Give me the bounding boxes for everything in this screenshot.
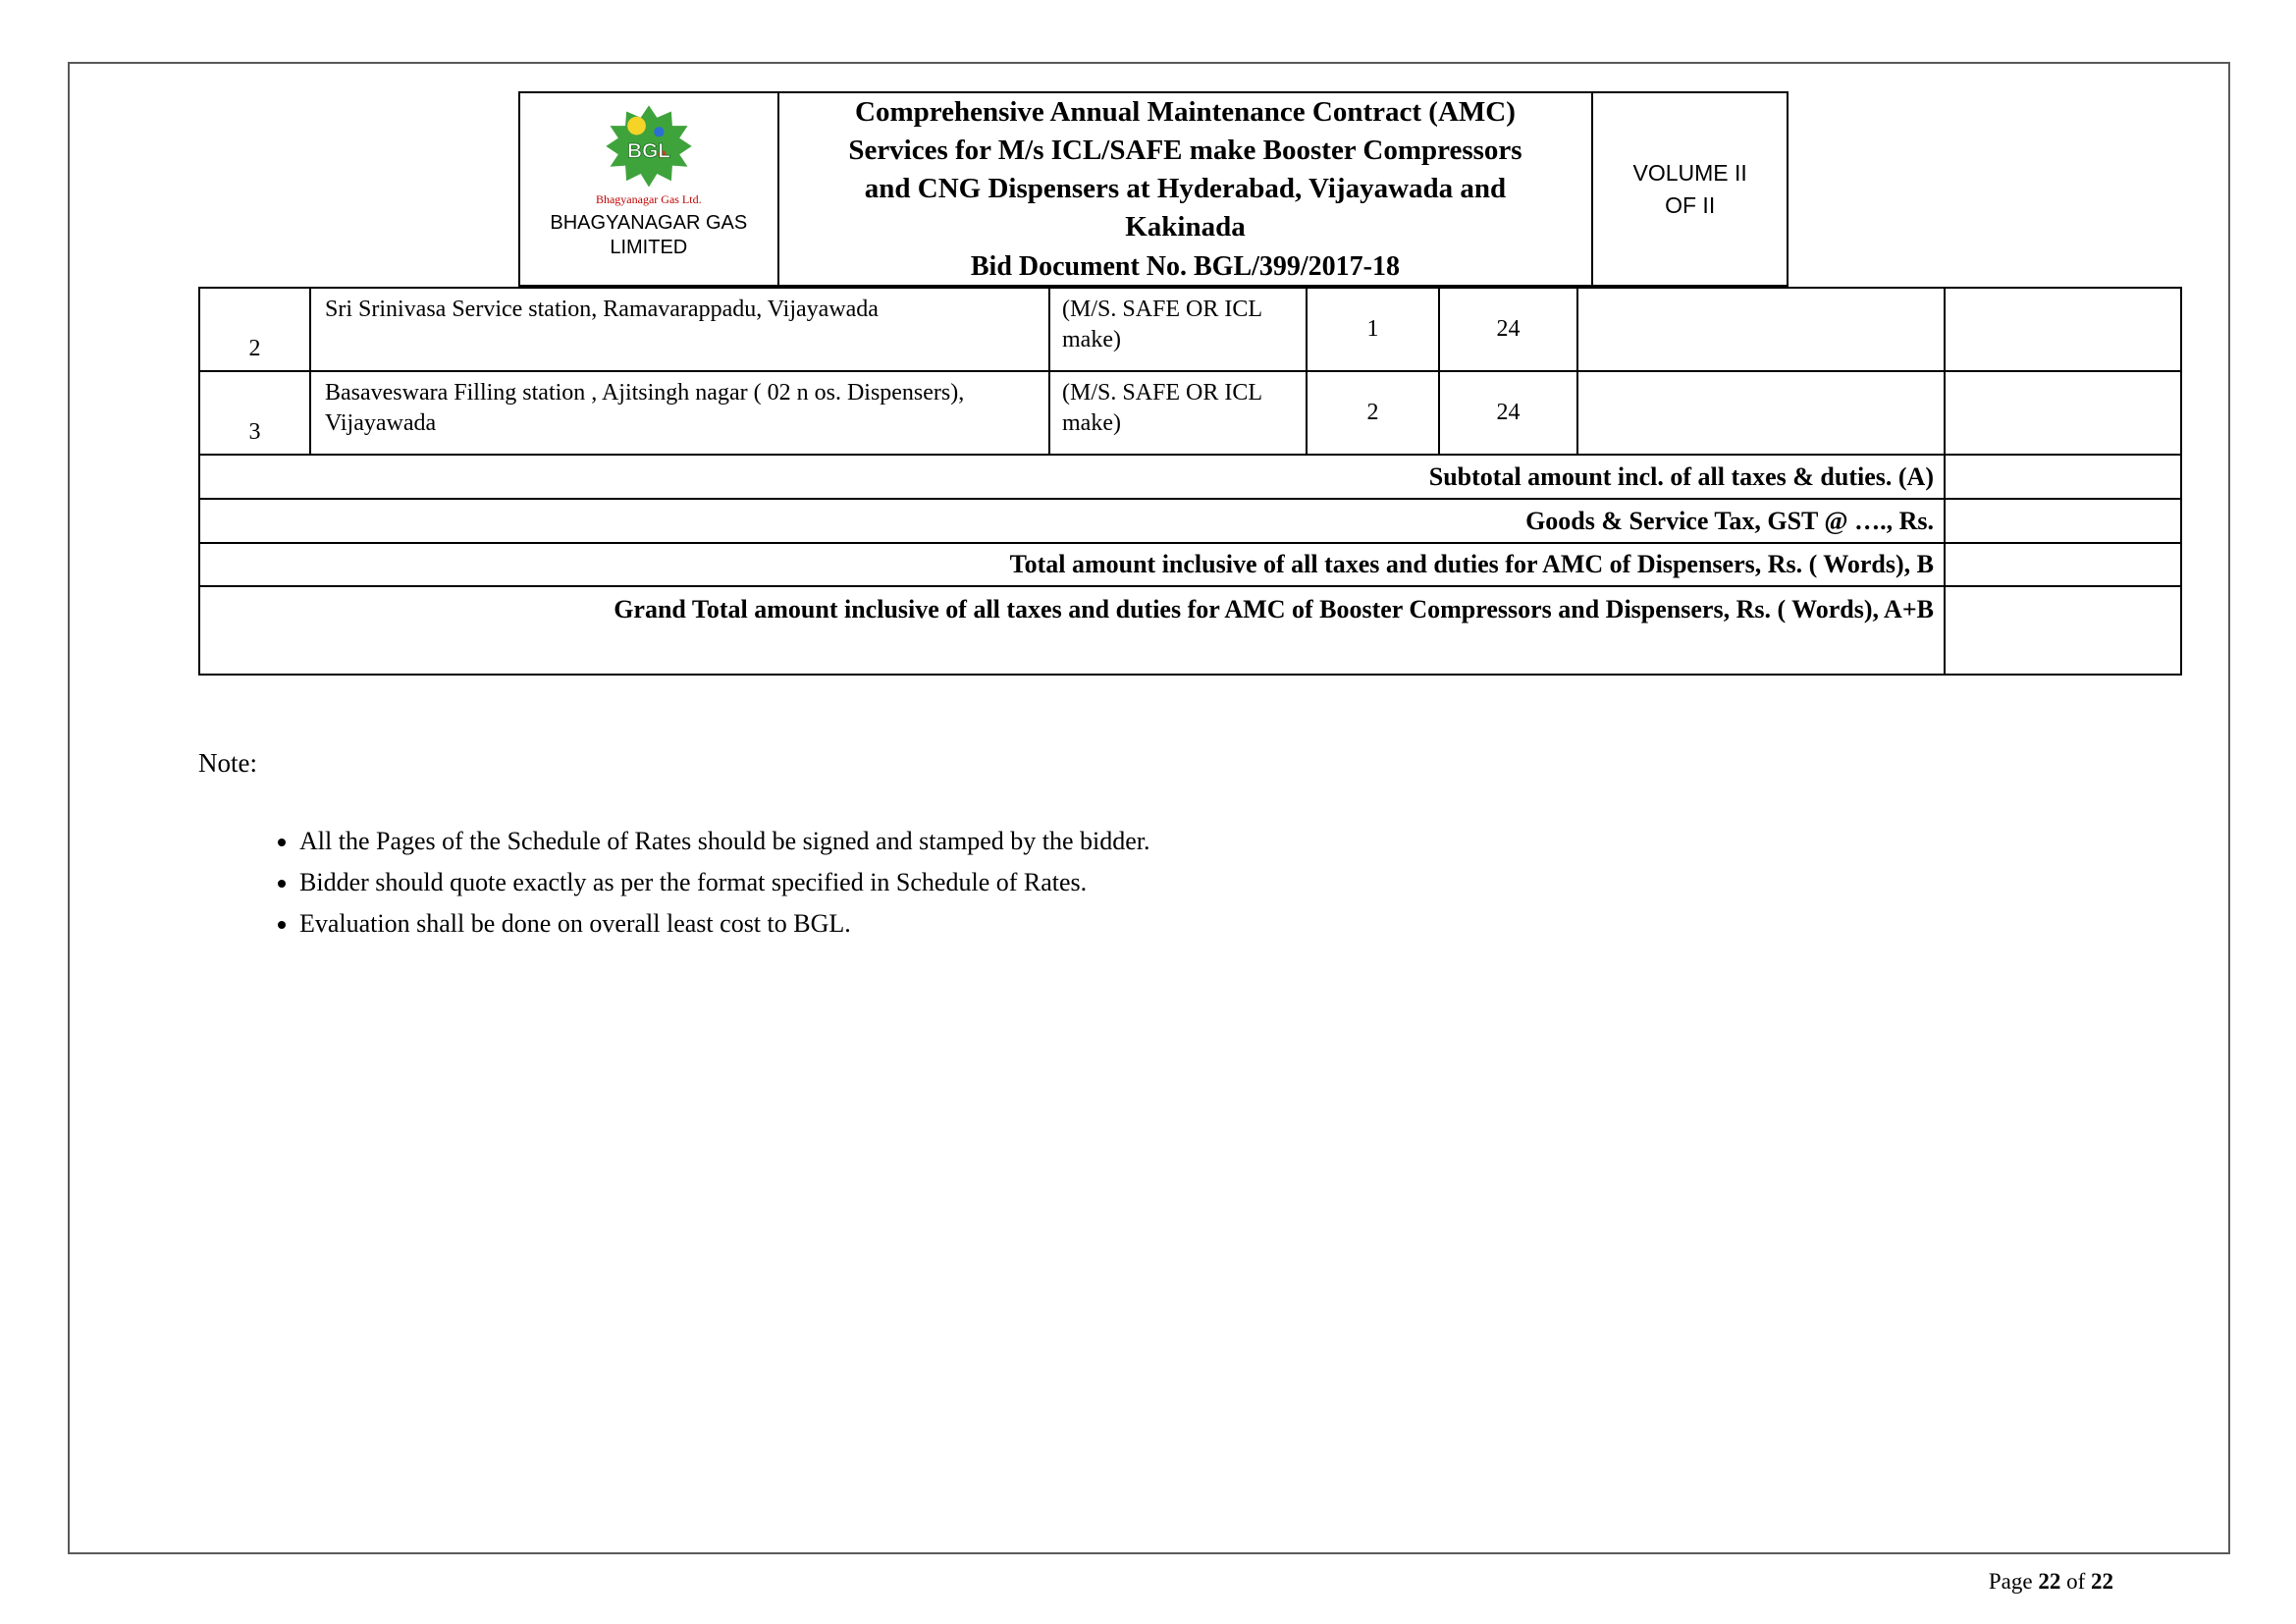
footer-total-pages: 22 [2091, 1569, 2113, 1594]
document-header [518, 91, 1789, 287]
grand-total-row [199, 586, 2181, 675]
table-row [199, 288, 2181, 371]
note-item: • All the Pages of the Schedule of Rates should be signed and stamped by the bidder. [299, 821, 1772, 862]
rate-cell [1577, 371, 1945, 455]
subtotal-label: Subtotal amount incl. of all taxes & duties. (A) [199, 455, 1945, 499]
table-row [199, 371, 2181, 455]
quantity-cell: 1 [1307, 288, 1439, 371]
document-title: Comprehensive Annual Maintenance Contract (AMC) Services for M/s ICL/SAFE make Booster Compressors and CNG Dispensers at Hyderabad, Vijayawada and Kakinada [848, 96, 1522, 244]
volume-line-1: VOLUME II [1632, 160, 1747, 187]
svg-text:BGL: BGL [626, 139, 670, 163]
volume-cell [1593, 93, 1787, 285]
note-item: • Evaluation shall be done on overall least cost to BGL. [299, 903, 1772, 945]
quantity-cell: 2 [1307, 371, 1439, 455]
months-cell: 24 [1439, 371, 1577, 455]
logo-caption: Bhagyanagar Gas Ltd. [595, 192, 702, 206]
bgl-logo-icon [598, 101, 700, 195]
footer-word-page: Page [1988, 1569, 2033, 1594]
grand-total-label: Grand Total amount inclusive of all taxes and duties for AMC of Booster Compressors and Dispensers, Rs. ( Words), A+B [199, 586, 1945, 675]
total-b-amount-cell [1945, 543, 2181, 586]
make-cell: (M/S. SAFE OR ICL make) [1049, 288, 1307, 371]
gst-row [199, 499, 2181, 543]
gst-amount-cell [1945, 499, 2181, 543]
volume-line-2: OF II [1665, 191, 1716, 218]
note-item: • Bidder should quote exactly as per the format specified in Schedule of Rates. [299, 862, 1772, 903]
schedule-of-rates-table [198, 287, 2182, 676]
serial-number-cell: 2 [199, 288, 310, 371]
organization-name: BHAGYANAGAR GAS LIMITED [550, 212, 748, 258]
title-cell [779, 93, 1594, 285]
station-cell: Sri Srinivasa Service station, Ramavarappadu, Vijayawada [310, 288, 1049, 371]
serial-number-cell: 3 [199, 371, 310, 455]
gst-label: Goods & Service Tax, GST @ …., Rs. [199, 499, 1945, 543]
logo-cell [520, 93, 779, 285]
make-cell: (M/S. SAFE OR ICL make) [1049, 371, 1307, 455]
amount-cell [1945, 371, 2181, 455]
note-list [198, 821, 1772, 945]
subtotal-row [199, 455, 2181, 499]
bid-document-number: Bid Document No. BGL/399/2017-18 [970, 250, 1401, 282]
note-label: Note: [198, 748, 257, 778]
total-b-row [199, 543, 2181, 586]
grand-total-amount-cell [1945, 586, 2181, 675]
months-cell: 24 [1439, 288, 1577, 371]
page-footer [1989, 1569, 2113, 1595]
total-b-label: Total amount inclusive of all taxes and duties for AMC of Dispensers, Rs. ( Words), B [199, 543, 1945, 586]
footer-word-of: of [2066, 1569, 2086, 1594]
amount-cell [1945, 288, 2181, 371]
station-cell: Basaveswara Filling station , Ajitsingh nagar ( 02 n os. Dispensers), Vijayawada [310, 371, 1049, 455]
subtotal-amount-cell [1945, 455, 2181, 499]
footer-page-number: 22 [2038, 1569, 2061, 1594]
rate-cell [1577, 288, 1945, 371]
